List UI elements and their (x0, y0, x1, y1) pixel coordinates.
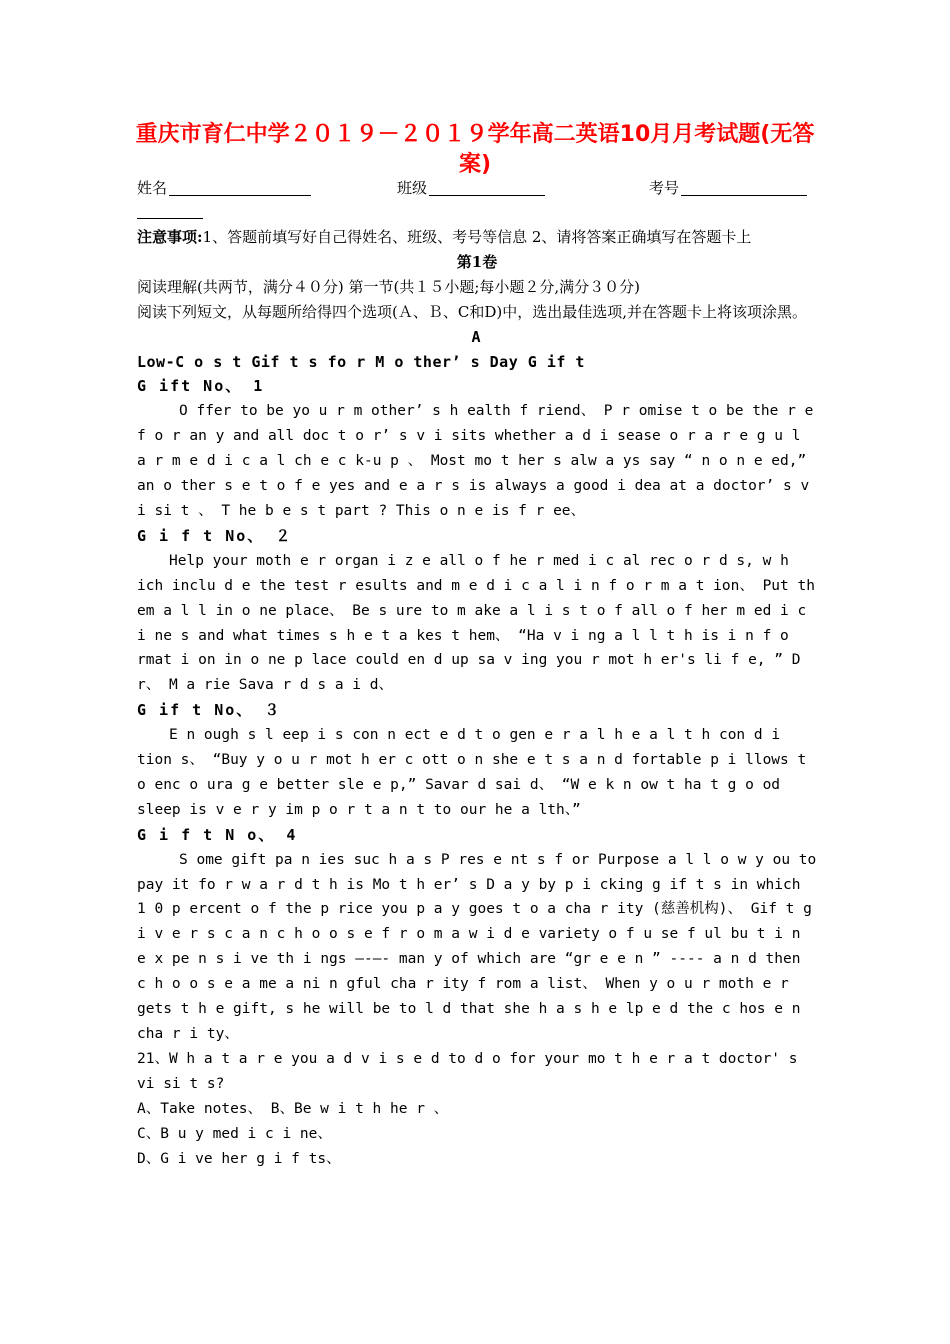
reading-intro-2: 阅读下列短文，从每题所给得四个选项(Ａ、Ｂ、C和D)中，选出最佳选项,并在答题卡上将该项涂黑。 (137, 302, 807, 321)
gift-4-text: S ome gift pa n ies suc h a s P res e nt s f or Purpose a l l o w y ou to pay it fo r w a r d t h is Mo t h er’ s D a y by p i cking g if t s in which 1 0 p ercent o f the p rice you p a y goes t o a cha r ity (慈善机构)、 Gif t g i v e r s c a n c h o o s e f r o m a w i d e variety o f u se f ul bu t i n e x pe n s i ve th i ngs —-—- man y of which are “gr e e n ” ---- a n d then c h o o s e a me a ni n gful cha r ity f rom a list、 When y o u r moth e r gets t h e gift, s he will be to l d that she h a s h e lp e d the c hos e n cha r i ty、 (137, 851, 817, 1042)
question-21-option-c[interactable]: C、B u y med i c i ne、 (137, 1125, 332, 1142)
passage-title: Low-C o s t Gif t s fo r M o ther’ s Day G if t (137, 352, 585, 371)
exam-title: 重庆市育仁中学２０１９－２０１９学年高二英语10月月考试题(无答案) (135, 122, 815, 177)
passage-letter: A (471, 327, 483, 346)
exam-body (137, 225, 817, 1171)
gift-3-text: E n ough s l eep i s con n ect e d t o gen e r a l h e a l t h con d i tion s、 “Buy y o u r mot h er c ott o n she e t s a n d fortable p i llows t o enc o ura g e better sle e p,” Savar d sai d、 “W e k n ow t ha t g o od sleep is v e r y im p o r t a n t to our he a lth、” (137, 727, 807, 818)
gift-1-heading: G ift No、 1 (137, 377, 265, 396)
notice-label: 注意事项: (137, 228, 203, 246)
gift-1-text: O ffer to be yo u r m other’ s h ealth f riend、 P r omise t o be the r e f o r an y and all doc t o r’ s v i sits whether a d i sease o r a r e g u l a r m e d i c a l ch e c k-u p 、 Most mo t her s alw a ys say “ n o n e ed,” an o ther s e t o f e yes and e a r s is always a good i dea at a doctor’ s v i si t 、 T he b e s t part ? This o n e is f r ee、 (137, 403, 814, 519)
volume-heading: 第1卷 (456, 252, 498, 271)
exam-number-label: 考号 (649, 179, 680, 197)
notice (137, 225, 817, 250)
question-21-option-ab[interactable]: A、Take notes、 B、Be w i t h he r 、 (137, 1100, 449, 1117)
class-blank-line[interactable] (429, 195, 545, 196)
student-info-row (137, 176, 817, 200)
notice-text: 1、答题前填写好自己得姓名、班级、考号等信息 2、请将答案正确填写在答题卡上 (202, 228, 752, 246)
name-blank-line[interactable] (169, 195, 311, 196)
question-21-option-d[interactable]: D、G i ve her g i f ts、 (137, 1150, 341, 1167)
gift-3-heading: G if t No、 ３ (137, 701, 282, 720)
exam-number-blank-line[interactable] (681, 195, 807, 196)
gift-4-heading: G i f t N o、 4 (137, 825, 298, 844)
class-label: 班级 (397, 179, 428, 197)
gift-2-text: Help your moth e r organ i z e all o f he r med i c al rec o r d s, w h ich inclu d e the test r esults and m e d i c a l i n f o r m a t ion、 Put th em a l l in o ne place、 Be s ure to m ake a l i s t o f all o f her m ed i c i ne s and what times s h e t a kes t hem、 “Ha v i ng a l l t h is i n f o rmat i on in o ne p lace could en d up sa v ing you r mot h er's li f e, ” D r、 M a rie Sava r d s a i d、 (137, 552, 815, 694)
gift-2-heading: G i f t No、 ２ (137, 526, 293, 545)
reading-intro-1: 阅读理解(共两节，满分４０分) 第一节(共１５小题;每小题２分,满分３０分) (137, 277, 641, 296)
exam-number-blank-line-continued (137, 218, 203, 219)
name-label: 姓名 (137, 179, 168, 197)
question-21-stem: 21、W h a t a r e you a d v i s e d to d o for your mo t h e r a t doctor' s vi si t s? (137, 1050, 798, 1092)
